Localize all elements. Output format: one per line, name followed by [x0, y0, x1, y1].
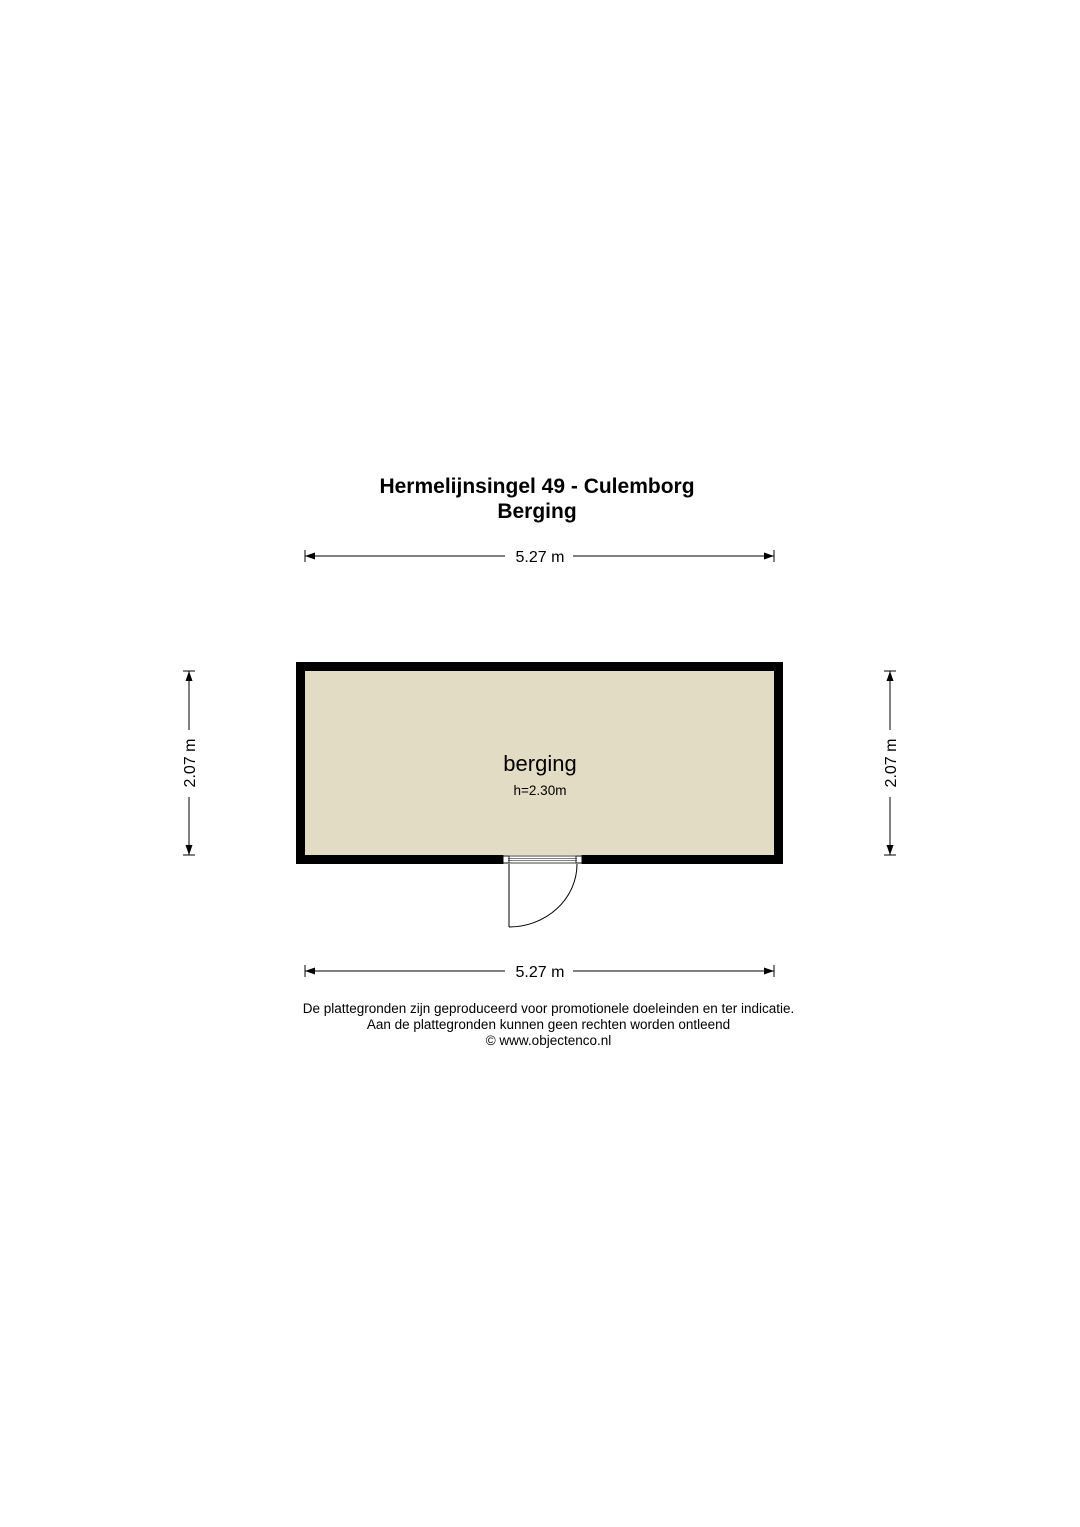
disclaimer-copyright: © www.objectenco.nl	[485, 1033, 612, 1048]
door-swing-arc	[509, 864, 577, 927]
room-name: berging	[503, 751, 577, 776]
dimension-bottom-label: 5.27 m	[515, 964, 565, 981]
dimension-top	[305, 549, 774, 566]
dimension-right	[883, 671, 900, 855]
dimension-bottom	[305, 964, 774, 981]
dimension-left-label: 2.07 m	[182, 738, 199, 788]
disclaimer	[0, 1001, 1080, 1049]
dimension-left	[182, 671, 199, 855]
page-title: Hermelijnsingel 49 - Culemborg	[379, 475, 695, 498]
page-subtitle: Berging	[497, 500, 577, 523]
disclaimer-line-1: De plattegronden zijn geproduceerd voor promotionele doeleinden en ter indicatie.	[302, 1001, 795, 1016]
room	[296, 662, 783, 864]
dimension-top-label: 5.27 m	[515, 549, 565, 566]
room-height: h=2.30m	[513, 783, 567, 798]
door	[503, 855, 582, 927]
dimension-right-label: 2.07 m	[883, 738, 900, 788]
disclaimer-line-2: Aan de plattegronden kunnen geen rechten worden ontleend	[366, 1017, 731, 1032]
